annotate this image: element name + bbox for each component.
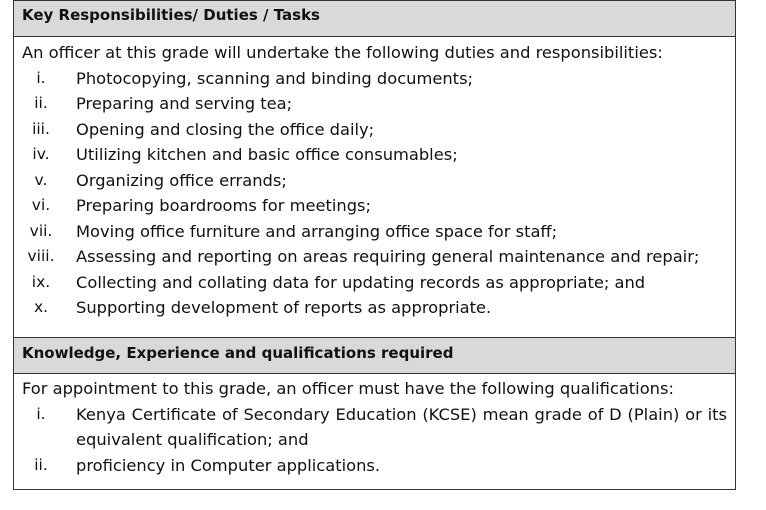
list-numeral: ii.: [34, 455, 48, 474]
list-item-text: Preparing and serving tea;: [76, 94, 293, 113]
list-numeral: x.: [33, 298, 49, 316]
section-intro: An officer at this grade will undertake the following duties and responsibilities:: [22, 43, 663, 62]
list-item-text: Utilizing kitchen and basic office consumables;: [76, 145, 458, 164]
list-numeral: iii.: [32, 119, 50, 138]
list-item-text: Kenya Certificate of Secondary Education (KCSE) mean grade of D (Plain) or its equivalent qualification; and: [76, 404, 727, 449]
list-item-text: Assessing and reporting on areas requiring general maintenance and repair;: [76, 247, 700, 266]
list-numeral: ix.: [31, 272, 51, 291]
list-item: [22, 91, 727, 117]
list-item: [22, 219, 727, 245]
list-numeral: i.: [36, 404, 46, 423]
list-item-text: Photocopying, scanning and binding documents;: [76, 68, 474, 88]
list-numeral: viii.: [27, 247, 55, 265]
list-item: [22, 453, 727, 479]
list-numeral: vii.: [29, 221, 53, 240]
section-body-qualifications: [14, 374, 735, 489]
list-item-text: Supporting development of reports as appropriate.: [76, 298, 492, 317]
list-item-text: Opening and closing the office daily;: [76, 119, 375, 139]
list-numeral: ii.: [34, 94, 48, 112]
list-numeral: vi.: [31, 196, 51, 214]
list-item-text: Preparing boardrooms for meetings;: [76, 196, 372, 215]
list-numeral: v.: [34, 170, 48, 189]
list-item: [22, 168, 727, 194]
job-description-table: [13, 0, 736, 490]
list-numeral: i.: [36, 68, 46, 87]
list-item: [22, 295, 727, 321]
list-item: [22, 142, 727, 168]
list-item: [22, 117, 727, 143]
list-item: [22, 244, 727, 270]
list-item: [22, 402, 727, 453]
section-intro: For appointment to this grade, an officer must have the following qualifications:: [22, 379, 674, 398]
list-item-text: Collecting and collating data for updating records as appropriate; and: [76, 272, 646, 292]
list-item: [22, 270, 727, 296]
list-item-text: Organizing office errands;: [76, 170, 287, 190]
section-body-responsibilities: [14, 37, 735, 338]
section-heading-qualifications: Knowledge, Experience and qualifications required: [14, 338, 735, 374]
list-item-text: proficiency in Computer applications.: [76, 455, 381, 475]
section-heading-responsibilities: Key Responsibilities/ Duties / Tasks: [14, 0, 735, 37]
list-item: [22, 193, 727, 219]
list-item: [22, 66, 727, 92]
list-numeral: iv.: [32, 145, 50, 163]
list-item-text: Moving office furniture and arranging office space for staff;: [76, 221, 558, 241]
